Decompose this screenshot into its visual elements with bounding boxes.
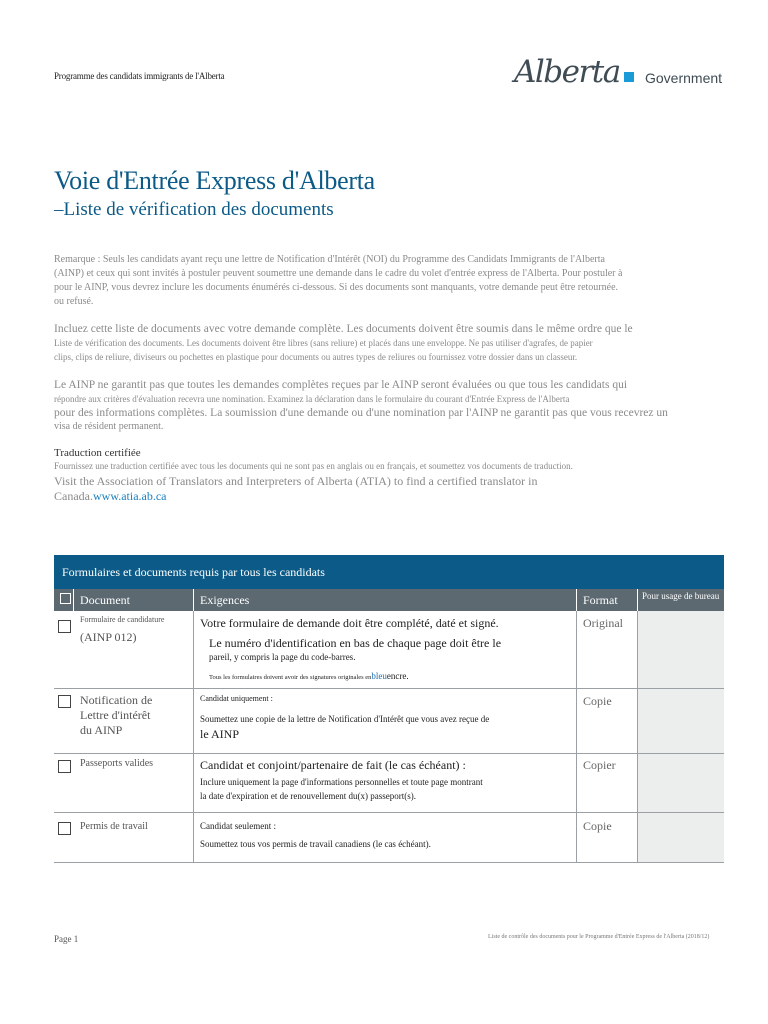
doc-label: du AINP: [80, 723, 123, 737]
table-title-bar: [54, 555, 724, 589]
note-line: Remarque : Seuls les candidats ayant reçu une lettre de Notification d'Intérêt (NOI) du Programme des Candidats Immigrants de l'Alberta: [54, 254, 605, 265]
doc-label: Formulaire de candidature: [80, 615, 165, 624]
note-paragraph: [54, 253, 674, 309]
atia-link[interactable]: www.atia.ab.ca: [92, 489, 167, 503]
doc-label: Lettre d'intérêt: [80, 708, 151, 722]
office-use-cell: [638, 689, 724, 753]
office-use-cell: [638, 611, 724, 688]
format-cell: [577, 813, 638, 862]
application-form-checkbox[interactable]: [58, 620, 71, 633]
page-title: Voie d'Entrée Express d'Alberta: [54, 166, 375, 195]
format-value: Copier: [583, 758, 616, 772]
header-checkbox-col: [54, 589, 74, 611]
program-header: Programme des candidats immigrants de l'Alberta: [54, 71, 225, 81]
table-header-row: [54, 589, 724, 611]
passports-checkbox[interactable]: [58, 760, 71, 773]
header-document: Document: [74, 589, 194, 611]
document-cell: [54, 813, 194, 862]
format-value: Original: [583, 616, 623, 630]
visit-text: Visit the Association of Translators and Interpreters of Alberta (ATIA) to find a certified translator in: [54, 474, 538, 488]
guarantee-paragraph: [54, 378, 674, 434]
note-line: ou refusé.: [54, 296, 94, 307]
format-value: Copie: [583, 694, 612, 708]
doc-label: Passeports valides: [80, 758, 154, 769]
header-requirements: Exigences: [194, 589, 577, 611]
table-row: [54, 611, 724, 689]
requirements-cell: [194, 754, 577, 812]
page-subtitle: –Liste de vérification des documents: [54, 199, 334, 220]
document-cell: [54, 754, 194, 812]
requirement-text: la date d'expiration et de renouvellement du(x) passeport(s).: [200, 791, 417, 801]
guarantee-line: pour des informations complètes. La soumission d'une demande ou d'une nomination par l'AINP ne garantit pas que vous recevrez un: [54, 407, 668, 419]
doc-label: Permis de travail: [80, 821, 148, 832]
alberta-government-logo: [514, 54, 726, 92]
table-row: [54, 689, 724, 754]
include-line: clips, clips de reliure, diviseurs ou pochettes en plastique pour documents ou autres types de reliures ou fournissez votre dossier dans un classeur.: [54, 352, 578, 362]
note-line: (AINP) et ceux qui sont invités à postuler peuvent soumettre une demande dans le cadre du volet d'entrée express de l'Alberta. Pour postuler à: [54, 268, 623, 279]
note-line: pour le AINP, vous devrez inclure les documents énumérés ci-dessous. Si des documents sont manquants, votre demande peut être retournée.: [54, 282, 619, 293]
requirement-text: pareil, y compris la page du code-barres.: [209, 652, 356, 662]
guarantee-line: Le AINP ne garantit pas que toutes les demandes complètes reçues par le AINP seront évaluées ou que tous les candidats qui: [54, 379, 628, 391]
requirement-text: Votre formulaire de demande doit être complété, daté et signé.: [200, 616, 499, 630]
requirement-text: Candidat et conjoint/partenaire de fait (le cas échéant) :: [200, 758, 466, 772]
translation-body: Fournissez une traduction certifiée avec tous les documents qui ne sont pas en anglais ou en français, et soumettez vos documents de traduction.: [54, 461, 573, 471]
requirement-text: Inclure uniquement la page d'informations personnelles et toute page montrant: [200, 777, 483, 787]
visit-text-end: Canada.: [54, 489, 93, 503]
requirement-text: Soumettez une copie de la lettre de Notification d'Intérêt que vous avez reçue de: [200, 714, 490, 724]
doc-label: Notification de: [80, 693, 153, 707]
guarantee-line: répondre aux critères d'évaluation recevra une nomination. Examinez la déclaration dans le formulaire du courant d'Entrée Express de l'Alberta: [54, 394, 570, 404]
requirement-text: Soumettez tous vos permis de travail canadiens (le cas échéant).: [200, 839, 431, 849]
doc-label: (AINP 012): [80, 630, 137, 644]
include-paragraph: [54, 322, 674, 364]
work-permit-checkbox[interactable]: [58, 822, 71, 835]
footer-document-title: Liste de contrôle des documents pour le Programme d'Entrée Express de l'Alberta (2018/12): [488, 934, 710, 940]
requirements-cell: [194, 813, 577, 862]
include-line: Liste de vérification des documents. Les documents doivent être libres (sans reliure) et placés dans une enveloppe. Ne pas utiliser d'agrafes, de papier: [54, 338, 593, 348]
include-line: Incluez cette liste de documents avec votre demande complète. Les documents doivent être soumis dans le même ordre que le: [54, 323, 633, 335]
requirement-text: le AINP: [200, 727, 239, 741]
format-cell: [577, 754, 638, 812]
checkbox-header-icon: [60, 593, 71, 604]
requirement-text: Tous les formulaires doivent avoir des signatures originales enbleuencre.: [209, 671, 409, 681]
requirements-cell: [194, 689, 577, 753]
logo-government-text: Government: [645, 70, 723, 86]
requirements-cell: [194, 611, 577, 688]
translation-heading: Traduction certifiée: [54, 447, 141, 459]
document-cell: [54, 611, 194, 688]
guarantee-line: visa de résident permanent.: [54, 421, 164, 432]
header-format: Format: [577, 589, 638, 611]
requirement-text: Candidat seulement :: [200, 821, 276, 831]
requirement-text: Le numéro d'identification en bas de chaque page doit être le: [209, 636, 502, 650]
header-office-use: Pour usage de bureau: [642, 591, 720, 601]
table-row: [54, 754, 724, 813]
office-use-cell: [638, 813, 724, 862]
office-use-cell: [638, 754, 724, 812]
noi-letter-checkbox[interactable]: [58, 695, 71, 708]
table-title: Formulaires et documents requis par tous les candidats: [62, 565, 325, 579]
table-row: [54, 813, 724, 863]
requirement-text: Candidat uniquement :: [200, 694, 273, 703]
format-cell: [577, 689, 638, 753]
format-cell: [577, 611, 638, 688]
translation-visit: [54, 474, 554, 504]
document-cell: [54, 689, 194, 753]
logo-script-text: Alberta: [514, 54, 620, 90]
page-number: Page 1: [54, 934, 79, 944]
logo-square-icon: [624, 72, 634, 82]
format-value: Copie: [583, 819, 612, 833]
